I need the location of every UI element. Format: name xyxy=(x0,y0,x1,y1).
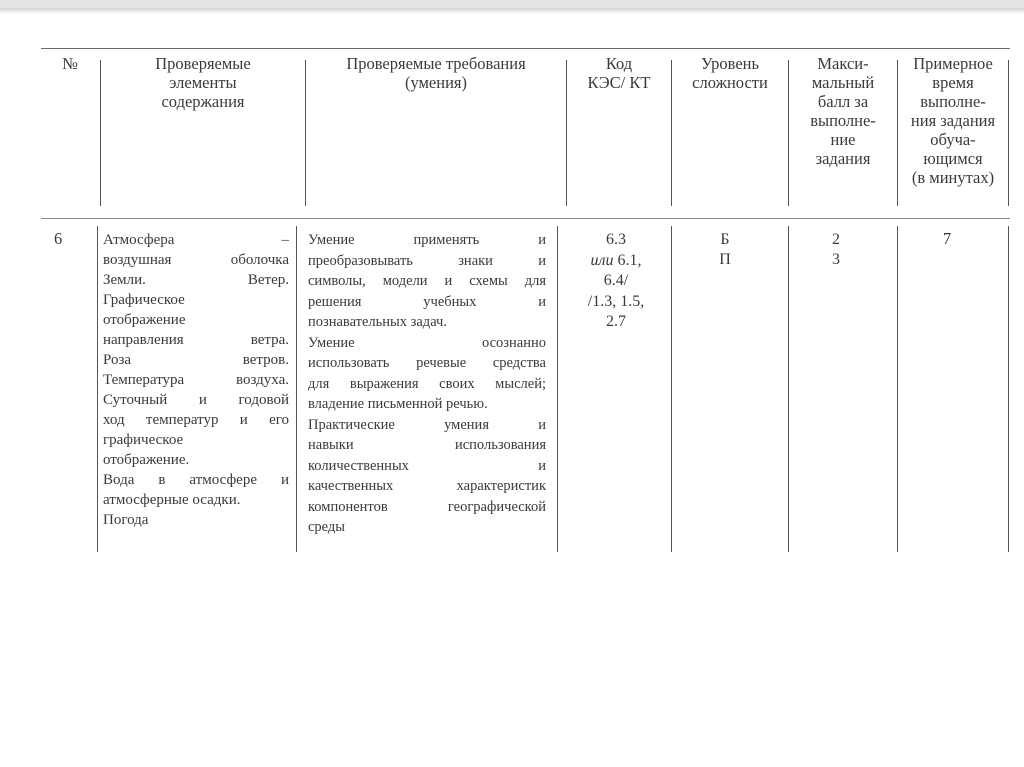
cell-requirements: Умение применять и преобразовывать знаки и символы, модели и схемы для решения учебных и познавательных задач. Умение осознанно использовать речевые средства для выражения своих мыслей; владение письменной речью. Практические умения и навыки использования количественных и качественных характеристик компонентов географической среды xyxy=(308,232,546,535)
header-separator-rule xyxy=(41,218,1010,219)
header-divider-6 xyxy=(897,60,898,206)
slide-frame-top xyxy=(0,0,1024,8)
header-divider-5 xyxy=(788,60,789,206)
cell-difficulty: Б П xyxy=(719,231,731,268)
row-divider-6 xyxy=(897,226,898,552)
row-divider-5 xyxy=(788,226,789,552)
header-code: Код КЭС/ КТ xyxy=(587,54,651,92)
header-max-score: Макси- мальный балл за выполне- ние задания xyxy=(810,54,876,168)
header-divider-2 xyxy=(305,60,306,206)
header-time: Примерное время выполне- ния задания обуча- ющимся (в минутах) xyxy=(910,54,996,187)
cell-code: 6.3 или 6.1, 6.4/ /1.3, 1.5, 2.7 xyxy=(566,230,666,333)
row-divider-3 xyxy=(557,226,558,552)
cell-max-score: 2 3 xyxy=(832,231,840,268)
row-divider-1 xyxy=(97,226,98,552)
header-divider-right xyxy=(1008,60,1009,206)
row-divider-right xyxy=(1008,226,1009,552)
header-divider-3 xyxy=(566,60,567,206)
header-difficulty: Уровень сложности xyxy=(692,54,768,92)
header-number: № xyxy=(62,54,78,73)
code-line-or: или 6.1, xyxy=(590,251,642,269)
row-number: 6 xyxy=(54,229,63,248)
cell-content-elements: Атмосфера – воздушная оболочка Земли. Ветер. Графическое отображение направления ветра. Роза ветров. Температура воздуха. Суточный и годовой ход температур и его графическое отображение. Вода в атмосфере и атмосферные осадки. Погода xyxy=(103,232,289,528)
header-divider-1 xyxy=(100,60,101,206)
header-divider-4 xyxy=(671,60,672,206)
slide-frame-shadow xyxy=(0,8,1024,14)
cell-time: 7 xyxy=(942,229,952,248)
header-content-elements: Проверяемые элементы содержания xyxy=(155,54,251,111)
table-top-rule xyxy=(41,48,1010,49)
header-requirements: Проверяемые требования (умения) xyxy=(346,54,526,92)
row-divider-2 xyxy=(296,226,297,552)
row-divider-4 xyxy=(671,226,672,552)
